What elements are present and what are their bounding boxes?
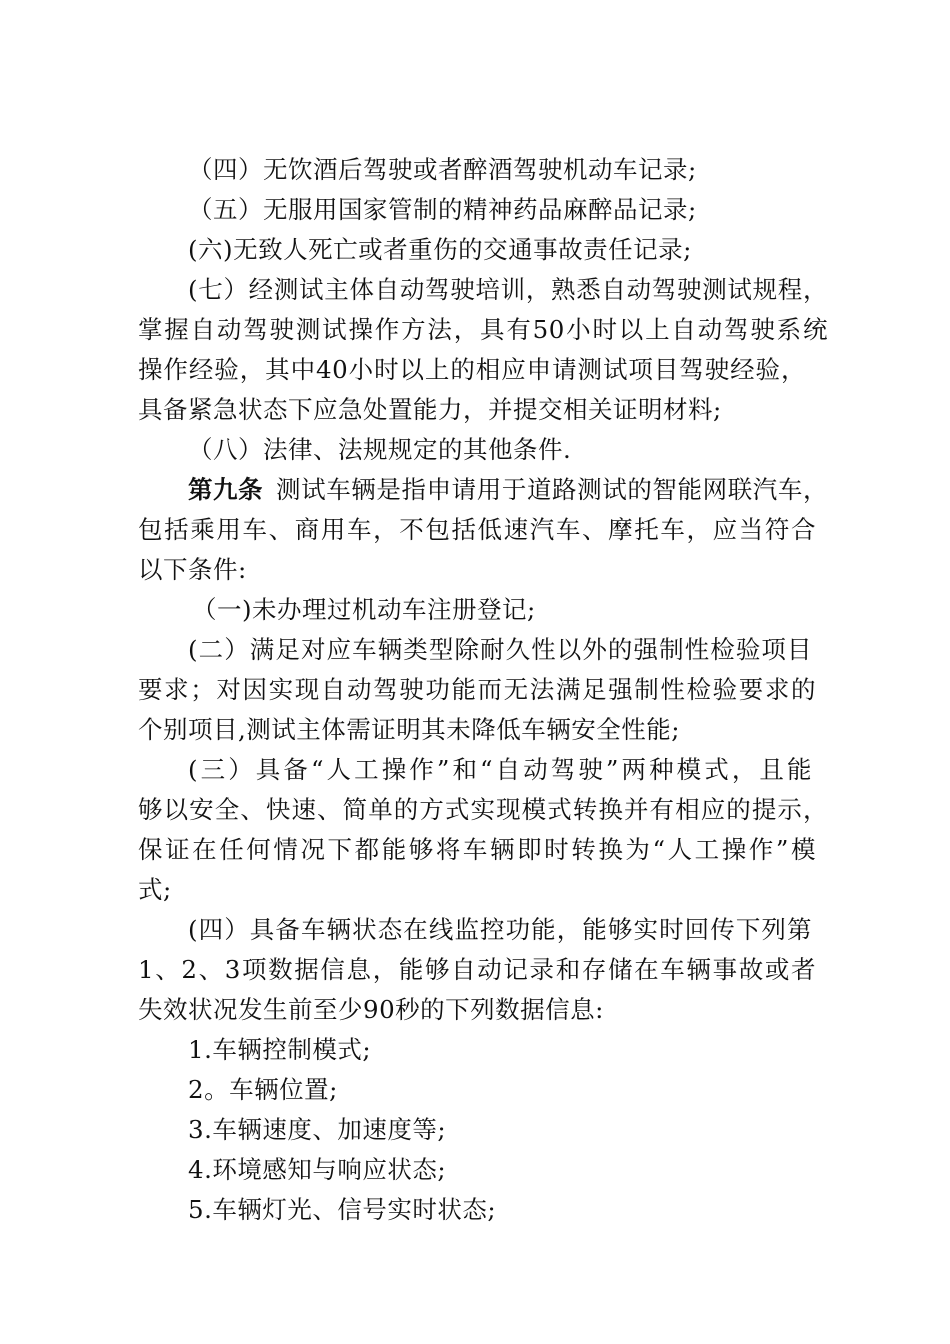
clause-item-4: （四）无饮酒后驾驶或者醉酒驾驶机动车记录; xyxy=(188,155,697,184)
condition-2-line-2: 要求；对因实现自动驾驶功能而无法满足强制性检验要求的 xyxy=(138,675,816,704)
data-item-4: 4.环境感知与响应状态; xyxy=(188,1155,447,1184)
clause-item-7-line-1: (七）经测试主体自动驾驶培训，熟悉自动驾驶测试规程， xyxy=(188,275,828,304)
article-9-line-2: 包括乘用车、商用车，不包括低速汽车、摩托车，应当符合 xyxy=(138,515,816,544)
condition-4-line-2: 1、2、3项数据信息，能够自动记录和存储在车辆事故或者 xyxy=(138,955,816,984)
condition-4-line-1: (四）具备车辆状态在线监控功能，能够实时回传下列第 xyxy=(188,915,812,944)
data-item-5: 5.车辆灯光、信号实时状态; xyxy=(188,1195,497,1224)
clause-item-8: （八）法律、法规规定的其他条件. xyxy=(188,435,572,464)
condition-4-line-3: 失效状况发生前至少90秒的下列数据信息: xyxy=(138,995,604,1024)
clause-item-5: （五）无服用国家管制的精神药品麻醉品记录; xyxy=(188,195,697,224)
clause-item-7-line-4: 具备紧急状态下应急处置能力，并提交相关证明材料; xyxy=(138,395,722,424)
condition-3-line-2: 够以安全、快速、简单的方式实现模式转换并有相应的提示， xyxy=(138,795,828,824)
article-9-line-3: 以下条件: xyxy=(138,555,247,584)
clause-item-7-line-3: 操作经验，其中40小时以上的相应申请测试项目驾驶经验， xyxy=(138,355,806,384)
clause-item-6: (六)无致人死亡或者重伤的交通事故责任记录; xyxy=(188,235,692,264)
data-item-1: 1.车辆控制模式; xyxy=(188,1035,372,1064)
condition-3-line-3: 保证在任何情况下都能够将车辆即时转换为“人工操作”模 xyxy=(138,835,816,864)
condition-2-line-3: 个别项目,测试主体需证明其未降低车辆安全性能; xyxy=(138,715,681,744)
condition-3-line-1: (三）具备“人工操作”和“自动驾驶”两种模式，且能 xyxy=(188,755,812,784)
data-item-2: 2。车辆位置; xyxy=(188,1075,338,1104)
condition-1: （一)未办理过机动车注册登记; xyxy=(192,595,536,624)
condition-2-line-1: (二）满足对应车辆类型除耐久性以外的强制性检验项目 xyxy=(188,635,812,664)
clause-item-7-line-2: 掌握自动驾驶测试操作方法，具有50小时以上自动驾驶系统 xyxy=(138,315,828,344)
data-item-3: 3.车辆速度、加速度等; xyxy=(188,1115,447,1144)
article-9-line-1: 测试车辆是指申请用于道路测试的智能网联汽车， xyxy=(276,475,828,504)
article-9-heading: 第九条 xyxy=(188,475,263,504)
condition-3-line-4: 式; xyxy=(138,875,172,904)
